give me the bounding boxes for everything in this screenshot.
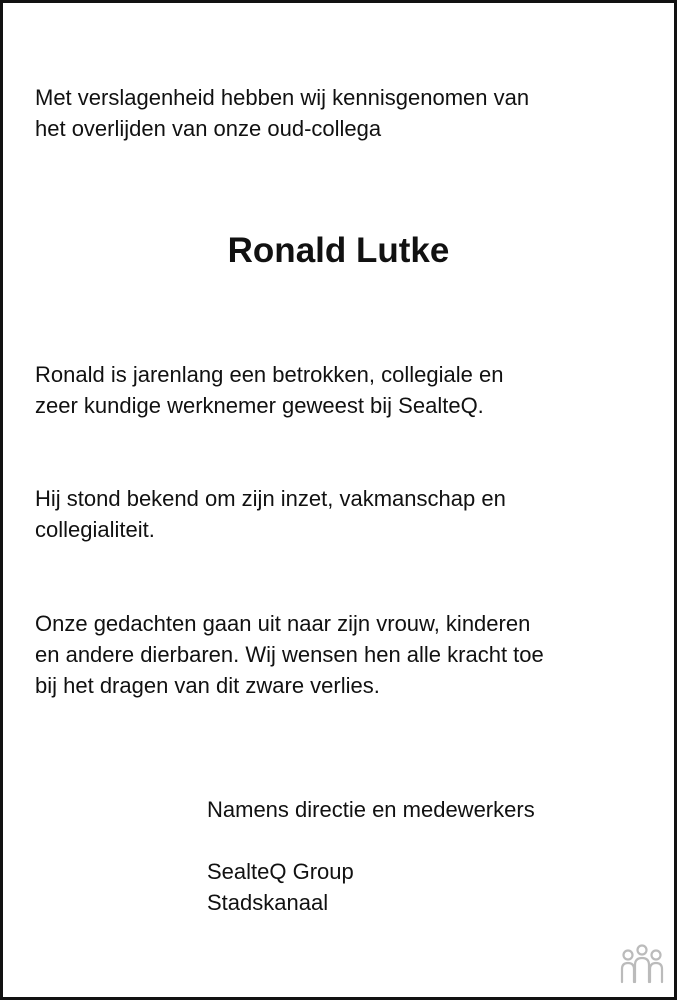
signature-on-behalf: Namens directie en medewerkers	[207, 797, 535, 822]
intro-line-1: Met verslagenheid hebben wij kennisgenomen van	[35, 85, 530, 110]
paragraph-2-line-2: collegialiteit.	[35, 517, 155, 542]
intro-line-2: het overlijden van onze oud-collega	[35, 116, 382, 141]
deceased-name: Ronald Lutke	[227, 231, 450, 270]
paragraph-3	[35, 608, 544, 701]
intro-text	[35, 82, 529, 144]
paragraph-1	[35, 359, 503, 421]
paragraph-3-line-1: Onze gedachten gaan uit naar zijn vrouw, kinderen	[35, 611, 531, 636]
paragraph-3-line-3: bij het dragen van dit zware verlies.	[35, 673, 380, 698]
people-group-icon	[619, 944, 665, 986]
paragraph-2-line-1: Hij stond bekend om zijn inzet, vakmanschap en	[35, 486, 506, 511]
paragraph-1-line-2: zeer kundige werknemer geweest bij SealteQ.	[35, 393, 484, 418]
signature-location: Stadskanaal	[207, 890, 329, 915]
paragraph-3-line-2: en andere dierbaren. Wij wensen hen alle kracht toe	[35, 642, 544, 667]
signature-company: SealteQ Group	[207, 859, 354, 884]
signature-block	[207, 856, 354, 918]
paragraph-1-line-1: Ronald is jarenlang een betrokken, collegiale en	[35, 362, 504, 387]
paragraph-2	[35, 483, 506, 545]
